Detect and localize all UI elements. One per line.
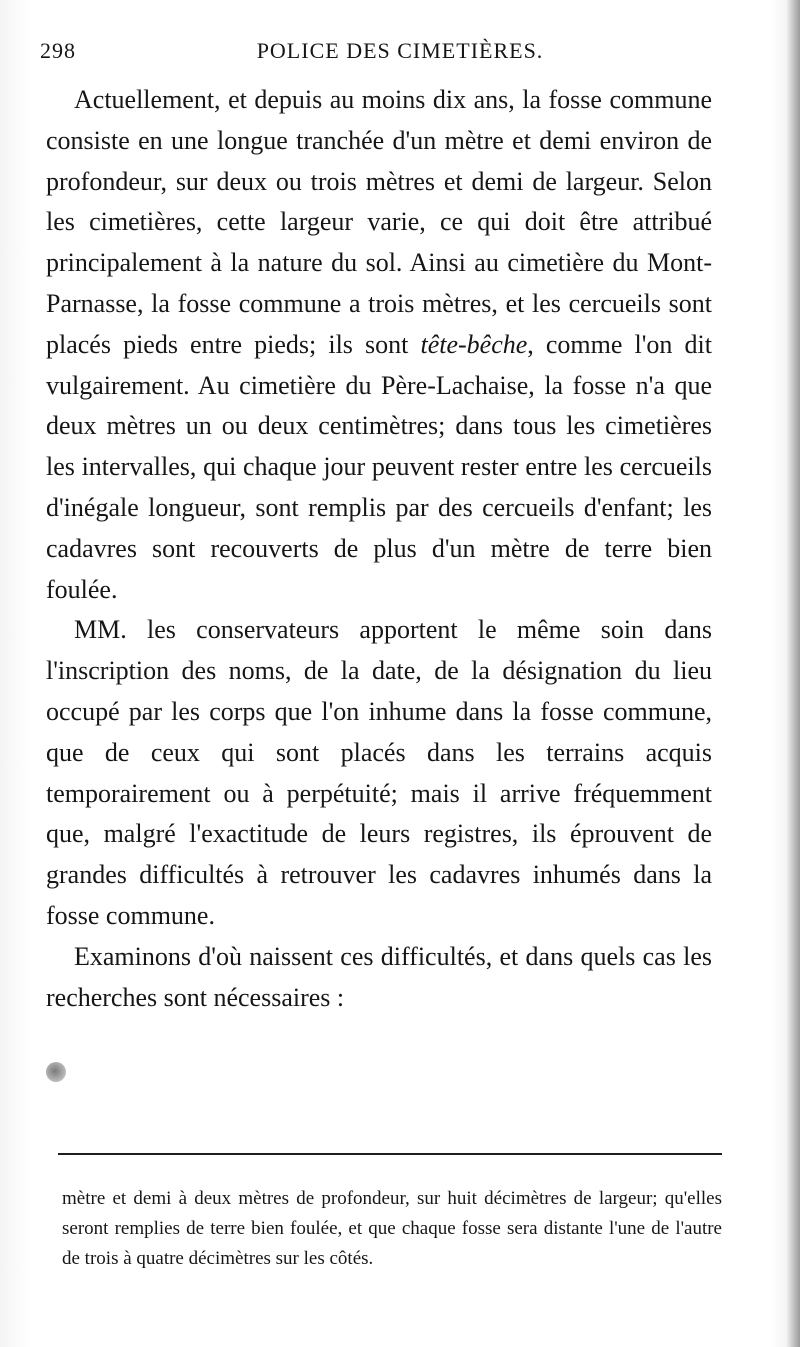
paragraph-1-part-2: , comme l'on dit vulgairement. Au cimetière du Père-Lachaise, la fosse n'a que deux mètres un ou deux centimètres; dans tous les cimetières les intervalles, qui chaque jour peuvent rester entre les cercueils d'inégale longueur, sont remplis par des cercueils d'enfant; les cadavres sont recouverts de plus d'un mètre de terre bien foulée. [46, 329, 712, 604]
paragraph-3: Examinons d'où naissent ces difficultés, et dans quels cas les recherches sont nécessaires : [46, 941, 712, 1012]
page-header [40, 38, 760, 68]
paragraph-2: MM. les conservateurs apportent le même soin dans l'inscription des noms, de la date, de la désignation du lieu occupé par les corps que l'on inhume dans la fosse commune, que de ceux qui sont placés dans les terrains acquis temporairement ou à perpétuité; mais il arrive fréquemment que, malgré l'exactitude de leurs registres, ils éprouvent de grandes difficultés à retrouver les cadavres inhumés dans la fosse commune. [46, 615, 712, 930]
paragraph-1 [46, 80, 712, 610]
page-number: 298 [40, 38, 76, 63]
page-edge-shadow [786, 0, 800, 1347]
footnote-separator [58, 1153, 722, 1155]
footnote: mètre et demi à deux mètres de profondeur, sur huit décimètres de largeur; qu'elles seront remplies de terre bien foulée, et que chaque fosse sera distante l'une de l'autre de trois à quatre décimètres sur les côtés. [62, 1188, 722, 1269]
paragraph-1-italic: tête-bêche [420, 329, 528, 359]
main-text [46, 80, 712, 1018]
ink-blot [46, 1062, 66, 1082]
running-title: POLICE DES CIMETIÈRES. [256, 38, 544, 63]
paragraph-1-part-1: Actuellement, et depuis au moins dix ans, la fosse commune consiste en une longue tranchée d'un mètre et demi environ de profondeur, sur deux ou trois mètres et demi de largeur. Selon les cimetières, cette largeur varie, ce qui doit être attribué principalement à la nature du sol. Ainsi au cimetière du Mont-Parnasse, la fosse commune a trois mètres, et les cercueils sont placés pieds entre pieds; ils sont [46, 85, 712, 359]
